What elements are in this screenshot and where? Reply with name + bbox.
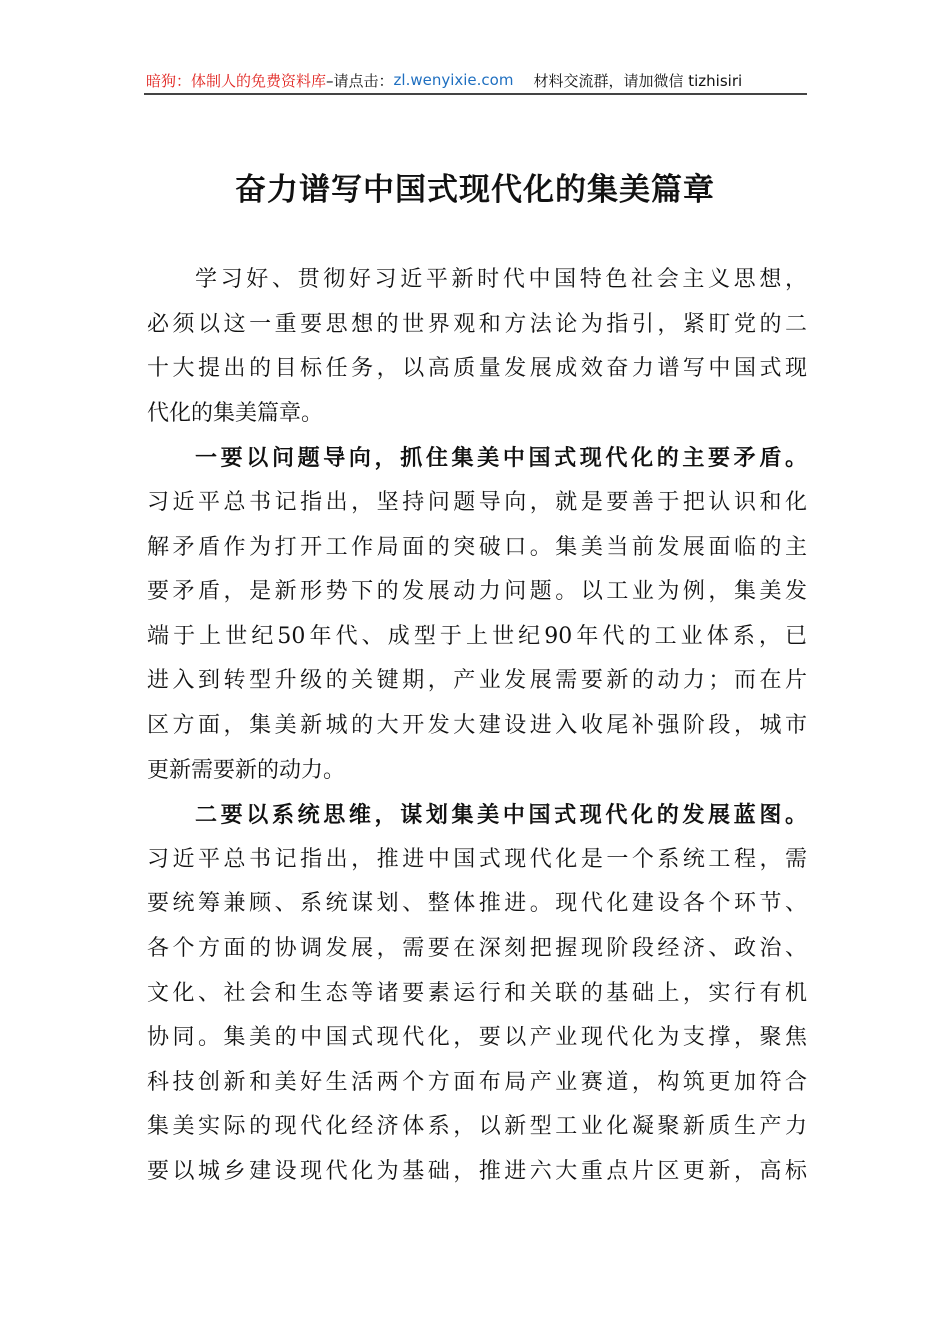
text-line: 更新需要新的动力。 xyxy=(147,757,346,783)
text-line: 要以城乡建设现代化为基础，推进六大重点片区更新，高标 xyxy=(147,1158,807,1184)
text-line: 进入到转型升级的关键期，产业发展需要新的动力；而在片 xyxy=(147,668,807,694)
text-line: 学习好、贯彻好习近平新时代中国特色社会主义思想， xyxy=(195,267,807,292)
text-line: 要矛盾，是新形势下的发展动力问题。以工业为例，集美发 xyxy=(147,579,807,605)
text-line: 十大提出的目标任务，以高质量发展成效奋力谱写中国式现 xyxy=(147,356,807,382)
document-title: 奋力谱写中国式现代化的集美篇章 xyxy=(235,172,715,208)
header-prompt: –请点击： xyxy=(326,71,394,90)
text-line: 端于上世纪50年代、成型于上世纪90年代的工业体系，已 xyxy=(147,623,807,649)
page-header xyxy=(146,68,806,92)
text-line: 要统筹兼顾、系统谋划、整体推进。现代化建设各个环节、 xyxy=(147,891,807,917)
text-line: 科技创新和美好生活两个方面布局产业赛道，构筑更加符合 xyxy=(147,1069,807,1095)
header-site-name: 暗狗：体制人的免费资料库 xyxy=(146,71,327,90)
text-line: 集美实际的现代化经济体系，以新型工业化凝聚新质生产力 xyxy=(147,1114,807,1140)
text-line: 习近平总书记指出，推进中国式现代化是一个系统工程，需 xyxy=(147,846,807,872)
header-contact: 材料交流群，请加微信 tizhisiri xyxy=(533,71,743,90)
text-line: 区方面，集美新城的大开发大建设进入收尾补强阶段，城市 xyxy=(147,712,807,738)
text-line: 协同。集美的中国式现代化，要以产业现代化为支撑，聚焦 xyxy=(147,1025,807,1051)
section-heading-line: 二要以系统思维，谋划集美中国式现代化的发展蓝图。 xyxy=(195,802,807,829)
section-heading-line: 一要以问题导向，抓住集美中国式现代化的主要矛盾。 xyxy=(195,445,807,472)
text-line: 习近平总书记指出，坚持问题导向，就是要善于把认识和化 xyxy=(147,489,807,515)
text-line: 各个方面的协调发展，需要在深刻把握现阶段经济、政治、 xyxy=(147,935,807,961)
header-link[interactable]: zl.wenyixie.com xyxy=(393,71,514,89)
text-line: 代化的集美篇章。 xyxy=(147,400,324,426)
header-divider xyxy=(144,93,807,95)
text-line: 文化、社会和生态等诸要素运行和关联的基础上，实行有机 xyxy=(147,980,807,1006)
text-line: 解矛盾作为打开工作局面的突破口。集美当前发展面临的主 xyxy=(147,534,807,560)
text-line: 必须以这一重要思想的世界观和方法论为指引，紧盯党的二 xyxy=(147,311,807,337)
document-body xyxy=(147,258,807,1194)
